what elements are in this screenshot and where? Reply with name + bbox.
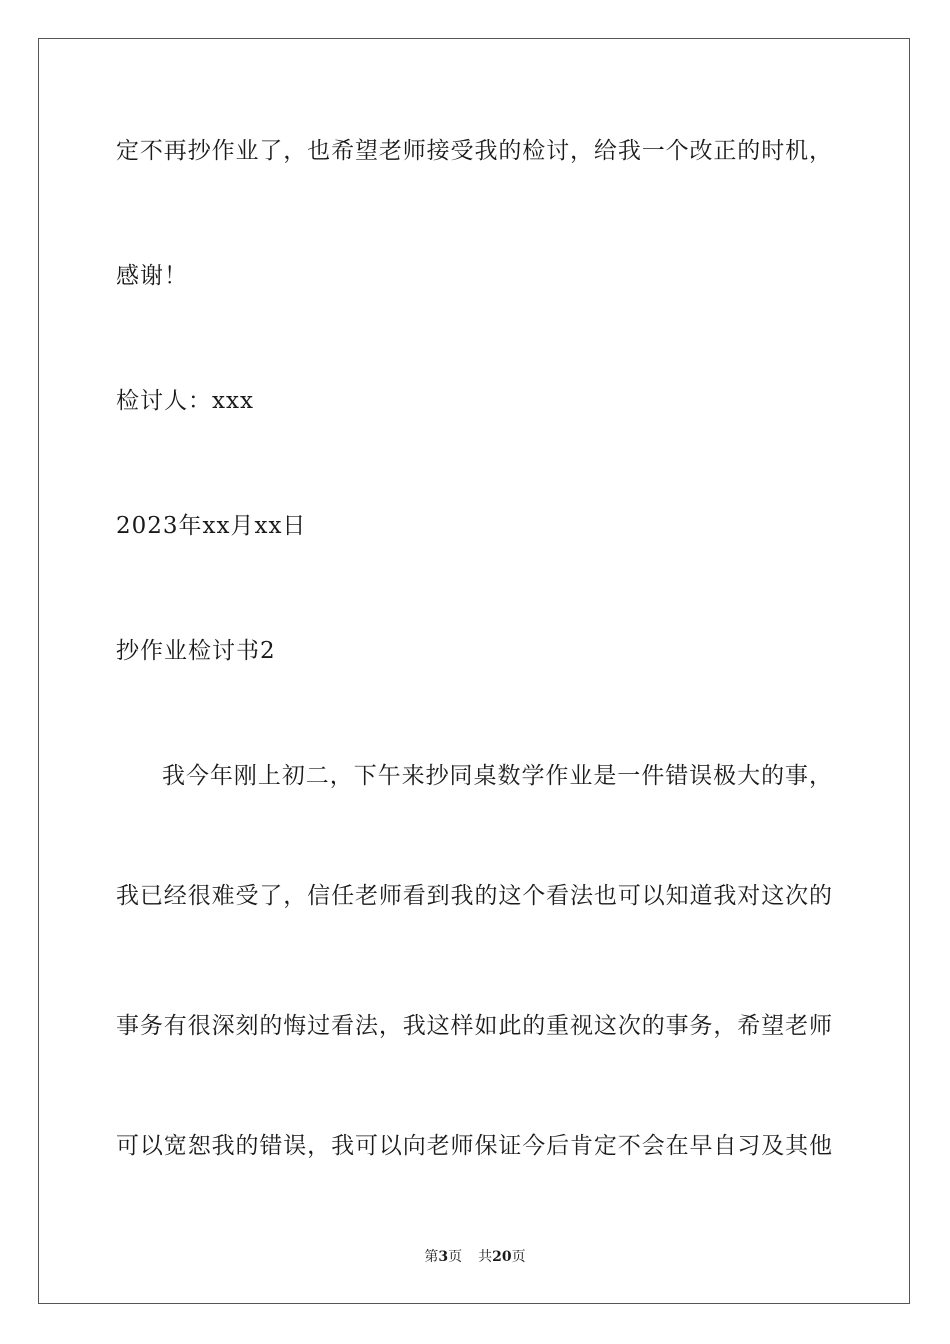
page-total: 20	[492, 1249, 512, 1265]
body-line-7: 我已经很难受了，信任老师看到我的这个看法也可以知道我对这次的	[116, 883, 832, 909]
date-line: 2023年xx月xx日	[116, 513, 307, 539]
page-suffix: 页	[448, 1249, 463, 1265]
body-line-8: 事务有很深刻的悔过看法，我这样如此的重视这次的事务，希望老师	[116, 1013, 832, 1039]
page-prefix: 第	[424, 1249, 439, 1265]
section-title: 抄作业检讨书2	[116, 638, 276, 664]
page-footer	[0, 1248, 950, 1266]
page-number: 3	[438, 1249, 449, 1265]
page-border	[38, 38, 910, 1304]
body-line-1: 定不再抄作业了，也希望老师接受我的检讨，给我一个改正的时机，	[116, 138, 832, 164]
body-line-6: 我今年刚上初二，下午来抄同桌数学作业是一件错误极大的事，	[162, 763, 832, 789]
body-line-2: 感谢！	[116, 263, 188, 289]
total-suffix: 页	[511, 1249, 526, 1265]
body-line-9: 可以宽恕我的错误，我可以向老师保证今后肯定不会在早自习及其他	[116, 1133, 832, 1159]
signer-line: 检讨人：xxx	[116, 388, 254, 414]
total-prefix: 共	[478, 1249, 493, 1265]
